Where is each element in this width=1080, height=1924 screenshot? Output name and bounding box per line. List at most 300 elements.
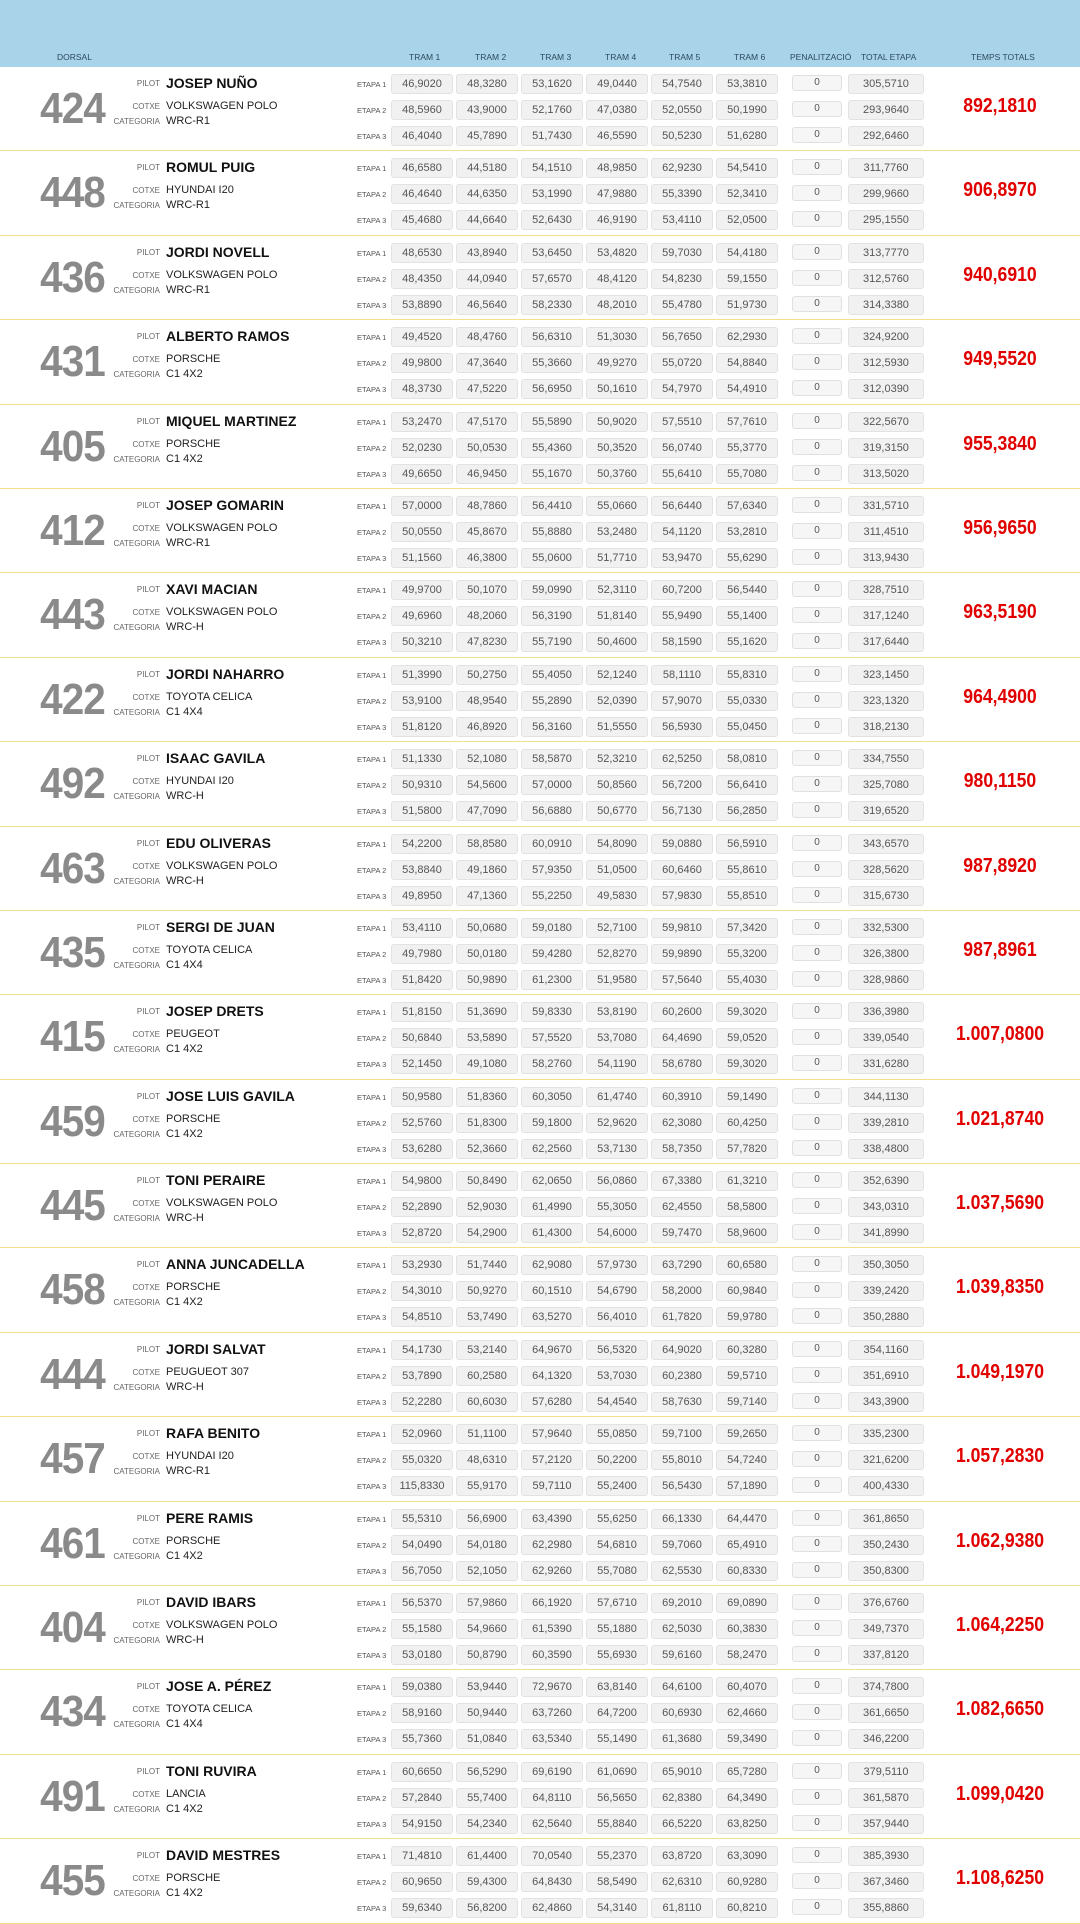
- header-tram-5: TRAM 5: [669, 52, 701, 62]
- table-row: [0, 827, 1080, 911]
- etapa-label: ETAPA 3: [357, 638, 387, 648]
- tram-time: 57,9730: [586, 1255, 648, 1275]
- tram-time: 53,7080: [586, 1028, 648, 1048]
- stage-total: 385,3930: [848, 1846, 924, 1866]
- tram-time: 61,0690: [586, 1762, 648, 1782]
- stage-total: 305,5710: [848, 74, 924, 94]
- etapa-label: ETAPA 3: [357, 553, 387, 563]
- car-name: TOYOTA CELICA: [166, 943, 253, 956]
- tram-time: 54,3140: [586, 1898, 648, 1918]
- tram-time: 54,9660: [456, 1619, 518, 1639]
- etapa-label: ETAPA 1: [357, 923, 387, 933]
- penalty-value: 0: [792, 692, 842, 708]
- penalty-value: 0: [792, 1198, 842, 1214]
- tram-time: 61,4990: [521, 1197, 583, 1217]
- tram-time: 50,3520: [586, 438, 648, 458]
- car-label: COTXE: [132, 861, 160, 871]
- tram-time: 56,5440: [716, 580, 778, 600]
- car-name: PORSCHE: [166, 1872, 221, 1885]
- category-name: C1 4X2: [166, 452, 203, 465]
- pilot-label: PILOT: [136, 79, 160, 88]
- stage-total: 376,6760: [848, 1593, 924, 1613]
- tram-time: 55,9490: [651, 606, 713, 626]
- etapa-label: ETAPA 2: [357, 1287, 387, 1297]
- tram-time: 55,2400: [586, 1476, 648, 1496]
- tram-time: 62,2980: [521, 1535, 583, 1555]
- car-label: COTXE: [132, 1283, 160, 1293]
- penalty-value: 0: [792, 1140, 842, 1156]
- dorsal-number: 492: [40, 759, 105, 809]
- overall-total: 892,1810: [963, 95, 1037, 117]
- tram-time: 54,1730: [391, 1340, 453, 1360]
- penalty-value: 0: [792, 1172, 842, 1188]
- tram-time: 48,9850: [586, 158, 648, 178]
- dorsal-number: 405: [40, 421, 105, 471]
- pilot-label: PILOT: [136, 1007, 160, 1017]
- stage-total: 336,3980: [848, 1002, 924, 1022]
- tram-time: 46,4640: [391, 184, 453, 204]
- pilot-label: PILOT: [136, 500, 160, 510]
- tram-time: 51,7440: [456, 1255, 518, 1275]
- penalty-value: 0: [792, 666, 842, 682]
- car-name: PEUGEOT: [166, 1028, 220, 1041]
- car-name: TOYOTA CELICA: [166, 690, 253, 703]
- penalty-value: 0: [792, 1393, 842, 1409]
- tram-time: 55,0330: [716, 691, 778, 711]
- tram-time: 61,4300: [521, 1223, 583, 1243]
- tram-time: 51,3990: [391, 665, 453, 685]
- tram-time: 55,7360: [391, 1729, 453, 1749]
- tram-time: 52,3210: [586, 749, 648, 769]
- etapa-label: ETAPA 3: [357, 1144, 387, 1154]
- category-label: CATEGORIA: [113, 1045, 160, 1055]
- tram-time: 58,2470: [716, 1645, 778, 1665]
- tram-time: 62,9230: [651, 158, 713, 178]
- tram-time: 53,9440: [456, 1677, 518, 1697]
- tram-time: 56,5430: [651, 1476, 713, 1496]
- stage-total: 313,7770: [848, 243, 924, 263]
- tram-time: 56,5290: [456, 1762, 518, 1782]
- tram-time: 56,7650: [651, 327, 713, 347]
- tram-time: 60,3590: [521, 1645, 583, 1665]
- tram-time: 61,3210: [716, 1171, 778, 1191]
- tram-time: 54,1190: [586, 1054, 648, 1074]
- tram-time: 51,8120: [391, 717, 453, 737]
- etapa-label: ETAPA 2: [357, 443, 387, 453]
- penalty-value: 0: [792, 1815, 842, 1831]
- pilot-name: DAVID MESTRES: [166, 1847, 281, 1864]
- tram-time: 55,7080: [716, 464, 778, 484]
- tram-time: 56,3160: [521, 717, 583, 737]
- pilot-name: JOSEP DRETS: [166, 1003, 264, 1020]
- stage-total: 357,9440: [848, 1814, 924, 1834]
- tram-time: 62,3080: [651, 1113, 713, 1133]
- tram-time: 63,5270: [521, 1307, 583, 1327]
- etapa-label: ETAPA 3: [357, 1651, 387, 1661]
- tram-time: 55,7400: [456, 1788, 518, 1808]
- overall-total: 906,8970: [963, 179, 1037, 202]
- tram-time: 55,8510: [716, 886, 778, 906]
- tram-time: 50,1990: [716, 100, 778, 120]
- pilot-label: PILOT: [136, 1176, 160, 1186]
- stage-total: 328,7510: [848, 580, 924, 600]
- tram-time: 50,0180: [456, 944, 518, 964]
- tram-time: 59,7140: [716, 1392, 778, 1412]
- tram-time: 56,6310: [521, 327, 583, 347]
- etapa-label: ETAPA 2: [357, 359, 387, 369]
- tram-time: 56,7200: [651, 775, 713, 795]
- car-name: PEUGUEOT 307: [166, 1365, 249, 1378]
- tram-time: 59,6160: [651, 1645, 713, 1665]
- stage-total: 361,8650: [848, 1509, 924, 1529]
- category-name: WRC-H: [166, 621, 204, 634]
- category-name: C1 4X2: [166, 1127, 203, 1140]
- pilot-label: PILOT: [136, 1766, 160, 1776]
- tram-time: 61,7820: [651, 1307, 713, 1327]
- penalty-value: 0: [792, 750, 842, 766]
- dorsal-number: 461: [40, 1518, 105, 1568]
- penalty-value: 0: [792, 1562, 842, 1578]
- tram-time: 57,5520: [521, 1028, 583, 1048]
- tram-time: 60,2580: [456, 1366, 518, 1386]
- tram-time: 55,8610: [716, 860, 778, 880]
- stage-total: 295,1550: [848, 210, 924, 230]
- tram-time: 52,0230: [391, 438, 453, 458]
- category-name: WRC-R1: [166, 199, 210, 212]
- tram-time: 49,9700: [391, 580, 453, 600]
- etapa-label: ETAPA 1: [357, 164, 387, 174]
- category-label: CATEGORIA: [113, 1636, 160, 1646]
- tram-time: 52,1450: [391, 1054, 453, 1074]
- tram-time: 55,3660: [521, 353, 583, 373]
- etapa-label: ETAPA 3: [357, 1819, 387, 1829]
- penalty-value: 0: [792, 1029, 842, 1045]
- category-label: CATEGORIA: [113, 1720, 160, 1730]
- car-label: COTXE: [132, 1536, 160, 1546]
- tram-time: 46,5640: [456, 295, 518, 315]
- tram-time: 60,0910: [521, 834, 583, 854]
- category-name: C1 4X4: [166, 705, 203, 718]
- table-row: [0, 489, 1080, 573]
- stage-total: 400,4330: [848, 1476, 924, 1496]
- overall-total: 1.057,2830: [955, 1445, 1045, 1468]
- tram-time: 55,8840: [586, 1814, 648, 1834]
- dorsal-number: 431: [40, 337, 105, 387]
- tram-time: 50,2200: [586, 1450, 648, 1470]
- etapa-label: ETAPA 1: [357, 417, 387, 427]
- tram-time: 54,9800: [391, 1171, 453, 1191]
- tram-time: 60,7200: [651, 580, 713, 600]
- tram-time: 56,6900: [456, 1509, 518, 1529]
- tram-time: 50,9310: [391, 775, 453, 795]
- table-row: [0, 995, 1080, 1079]
- car-label: COTXE: [132, 102, 160, 111]
- penalty-value: 0: [792, 1536, 842, 1552]
- tram-time: 55,9170: [456, 1476, 518, 1496]
- tram-time: 59,1800: [521, 1113, 583, 1133]
- pilot-name: JORDI NOVELL: [166, 243, 270, 260]
- stage-total: 326,3800: [848, 944, 924, 964]
- stage-total: 328,9860: [848, 970, 924, 990]
- overall-total: 1.082,6650: [955, 1698, 1045, 1721]
- tram-time: 55,2890: [521, 691, 583, 711]
- tram-time: 54,8230: [651, 269, 713, 289]
- dorsal-number: 404: [40, 1603, 105, 1653]
- tram-time: 54,3010: [391, 1281, 453, 1301]
- tram-time: 50,4600: [586, 632, 648, 652]
- dorsal-number: 448: [40, 168, 105, 218]
- category-label: CATEGORIA: [113, 1129, 160, 1139]
- stage-total: 354,1160: [848, 1340, 924, 1360]
- tram-time: 64,9020: [651, 1340, 713, 1360]
- tram-time: 64,3490: [716, 1788, 778, 1808]
- tram-time: 50,6840: [391, 1028, 453, 1048]
- tram-time: 52,3410: [716, 184, 778, 204]
- dorsal-number: 422: [40, 674, 105, 724]
- etapa-label: ETAPA 3: [357, 300, 387, 310]
- table-row: [0, 1248, 1080, 1332]
- tram-time: 50,0680: [456, 918, 518, 938]
- tram-time: 62,2930: [716, 327, 778, 347]
- car-name: VOLKSWAGEN POLO: [166, 859, 278, 872]
- tram-time: 64,1320: [521, 1366, 583, 1386]
- tram-time: 55,1880: [586, 1619, 648, 1639]
- table-row: [0, 1417, 1080, 1501]
- tram-time: 52,6430: [521, 210, 583, 230]
- tram-time: 44,5180: [456, 158, 518, 178]
- dorsal-number: 434: [40, 1687, 105, 1737]
- tram-time: 50,9020: [586, 412, 648, 432]
- stage-total: 350,2430: [848, 1535, 924, 1555]
- tram-time: 44,6350: [456, 184, 518, 204]
- stage-total: 379,5110: [848, 1762, 924, 1782]
- car-label: COTXE: [132, 439, 160, 449]
- penalty-value: 0: [792, 185, 842, 201]
- car-name: HYUNDAI I20: [166, 184, 234, 197]
- tram-time: 62,5640: [521, 1814, 583, 1834]
- tram-time: 50,9440: [456, 1703, 518, 1723]
- category-name: WRC-R1: [166, 1465, 210, 1478]
- etapa-label: ETAPA 2: [357, 1203, 387, 1213]
- tram-time: 57,9070: [651, 691, 713, 711]
- tram-time: 60,8210: [716, 1898, 778, 1918]
- dorsal-number: 444: [40, 1349, 105, 1399]
- header-tram-3: TRAM 3: [540, 52, 572, 62]
- penalty-value: 0: [792, 1873, 842, 1889]
- etapa-label: ETAPA 2: [357, 1034, 387, 1044]
- tram-time: 49,6650: [391, 464, 453, 484]
- penalty-value: 0: [792, 919, 842, 935]
- pilot-name: PERE RAMIS: [166, 1509, 254, 1526]
- etapa-label: ETAPA 1: [357, 1092, 387, 1102]
- tram-time: 56,7050: [391, 1561, 453, 1581]
- stage-total: 361,6650: [848, 1703, 924, 1723]
- tram-time: 55,4780: [651, 295, 713, 315]
- tram-time: 53,6280: [391, 1139, 453, 1159]
- tram-time: 56,8200: [456, 1898, 518, 1918]
- tram-time: 56,0860: [586, 1171, 648, 1191]
- etapa-label: ETAPA 2: [357, 527, 387, 537]
- header-total-etapa: TOTAL ETAPA: [861, 52, 917, 62]
- tram-time: 47,5220: [456, 379, 518, 399]
- category-label: CATEGORIA: [113, 1804, 160, 1814]
- tram-time: 62,4860: [521, 1898, 583, 1918]
- tram-time: 60,3050: [521, 1087, 583, 1107]
- penalty-value: 0: [792, 971, 842, 987]
- dorsal-number: 457: [40, 1434, 105, 1484]
- tram-time: 61,4740: [586, 1087, 648, 1107]
- tram-time: 50,8790: [456, 1645, 518, 1665]
- tram-time: 70,0540: [521, 1846, 583, 1866]
- tram-time: 57,9350: [521, 860, 583, 880]
- table-row: [0, 911, 1080, 995]
- tram-time: 53,2140: [456, 1340, 518, 1360]
- tram-time: 54,4910: [716, 379, 778, 399]
- etapa-label: ETAPA 1: [357, 1767, 387, 1777]
- tram-time: 55,1400: [716, 606, 778, 626]
- penalty-value: 0: [792, 1763, 842, 1779]
- tram-time: 59,7100: [651, 1424, 713, 1444]
- penalty-value: 0: [792, 328, 842, 344]
- car-label: COTXE: [132, 1789, 160, 1799]
- tram-time: 53,7490: [456, 1307, 518, 1327]
- tram-time: 60,6650: [391, 1762, 453, 1782]
- stage-total: 350,8300: [848, 1561, 924, 1581]
- stage-total: 312,5930: [848, 353, 924, 373]
- etapa-label: ETAPA 1: [357, 1008, 387, 1018]
- tram-time: 62,8380: [651, 1788, 713, 1808]
- tram-time: 62,0650: [521, 1171, 583, 1191]
- tram-time: 51,9580: [586, 970, 648, 990]
- stage-total: 339,2420: [848, 1281, 924, 1301]
- table-row: [0, 236, 1080, 320]
- table-row: [0, 151, 1080, 235]
- header-penalitzacio: PENALITZACIÓ: [790, 52, 852, 62]
- tram-time: 59,7030: [651, 243, 713, 263]
- overall-total: 1.062,9380: [955, 1529, 1045, 1552]
- category-label: CATEGORIA: [113, 285, 160, 295]
- pilot-name: TONI RUVIRA: [166, 1762, 257, 1779]
- tram-time: 69,2010: [651, 1593, 713, 1613]
- etapa-label: ETAPA 1: [357, 80, 387, 89]
- category-label: CATEGORIA: [113, 117, 160, 126]
- dorsal-number: 415: [40, 1012, 105, 1062]
- tram-time: 47,5170: [456, 412, 518, 432]
- penalty-value: 0: [792, 497, 842, 513]
- table-header: [0, 0, 1080, 67]
- tram-time: 57,7610: [716, 412, 778, 432]
- tram-time: 59,0520: [716, 1028, 778, 1048]
- table-row: [0, 67, 1080, 151]
- tram-time: 56,5930: [651, 717, 713, 737]
- tram-time: 57,6570: [521, 269, 583, 289]
- pilot-label: PILOT: [136, 163, 160, 173]
- tram-time: 64,4470: [716, 1509, 778, 1529]
- stage-total: 367,3460: [848, 1872, 924, 1892]
- stage-total: 315,6730: [848, 886, 924, 906]
- table-row: [0, 1586, 1080, 1670]
- car-label: COTXE: [132, 1030, 160, 1040]
- tram-time: 53,4820: [586, 243, 648, 263]
- etapa-label: ETAPA 2: [357, 106, 387, 115]
- tram-time: 58,2000: [651, 1281, 713, 1301]
- stage-total: 361,5870: [848, 1788, 924, 1808]
- tram-time: 55,1670: [521, 464, 583, 484]
- category-name: WRC-H: [166, 790, 204, 803]
- etapa-label: ETAPA 2: [357, 1625, 387, 1635]
- tram-time: 57,6340: [716, 496, 778, 516]
- car-name: PORSCHE: [166, 1281, 221, 1294]
- car-name: VOLKSWAGEN POLO: [166, 100, 278, 112]
- stage-total: 311,7760: [848, 158, 924, 178]
- car-name: PORSCHE: [166, 1534, 221, 1547]
- tram-time: 58,8580: [456, 834, 518, 854]
- penalty-value: 0: [792, 1425, 842, 1441]
- stage-total: 335,2300: [848, 1424, 924, 1444]
- tram-time: 64,8430: [521, 1872, 583, 1892]
- category-name: WRC-H: [166, 1634, 204, 1647]
- tram-time: 65,4910: [716, 1535, 778, 1555]
- penalty-value: 0: [792, 1899, 842, 1915]
- tram-time: 54,7240: [716, 1450, 778, 1470]
- tram-time: 54,2200: [391, 834, 453, 854]
- stage-total: 318,2130: [848, 717, 924, 737]
- car-label: COTXE: [132, 1199, 160, 1209]
- tram-time: 59,3020: [716, 1002, 778, 1022]
- tram-time: 50,9890: [456, 970, 518, 990]
- stage-total: 332,5300: [848, 918, 924, 938]
- tram-time: 52,7100: [586, 918, 648, 938]
- category-name: C1 4X2: [166, 1043, 203, 1056]
- dorsal-number: 491: [40, 1771, 105, 1821]
- category-name: C1 4X2: [166, 368, 203, 381]
- tram-time: 58,5800: [716, 1197, 778, 1217]
- tram-time: 48,9540: [456, 691, 518, 711]
- tram-time: 48,2010: [586, 295, 648, 315]
- stage-total: 331,5710: [848, 496, 924, 516]
- etapa-label: ETAPA 2: [357, 274, 387, 284]
- tram-time: 61,8110: [651, 1898, 713, 1918]
- tram-time: 55,5310: [391, 1509, 453, 1529]
- tram-time: 63,7260: [521, 1703, 583, 1723]
- tram-time: 58,0810: [716, 749, 778, 769]
- penalty-value: 0: [792, 1003, 842, 1019]
- penalty-value: 0: [792, 1620, 842, 1636]
- tram-time: 56,2850: [716, 801, 778, 821]
- tram-time: 50,3210: [391, 632, 453, 652]
- etapa-label: ETAPA 3: [357, 132, 387, 141]
- dorsal-number: 455: [40, 1856, 105, 1906]
- tram-time: 54,7970: [651, 379, 713, 399]
- category-name: WRC-H: [166, 874, 204, 887]
- stage-total: 351,6910: [848, 1366, 924, 1386]
- tram-time: 49,5830: [586, 886, 648, 906]
- category-name: WRC-R1: [166, 283, 210, 296]
- category-label: CATEGORIA: [113, 1382, 160, 1392]
- tram-time: 55,1580: [391, 1619, 453, 1639]
- category-name: C1 4X2: [166, 1549, 203, 1562]
- stage-total: 323,1450: [848, 665, 924, 685]
- tram-time: 56,6410: [716, 775, 778, 795]
- pilot-name: JOSEP NUÑO: [166, 75, 258, 91]
- tram-time: 60,8330: [716, 1561, 778, 1581]
- etapa-label: ETAPA 3: [357, 1397, 387, 1407]
- tram-time: 58,7630: [651, 1392, 713, 1412]
- tram-time: 64,8110: [521, 1788, 583, 1808]
- tram-time: 61,3680: [651, 1729, 713, 1749]
- tram-time: 57,5640: [651, 970, 713, 990]
- tram-time: 58,1110: [651, 665, 713, 685]
